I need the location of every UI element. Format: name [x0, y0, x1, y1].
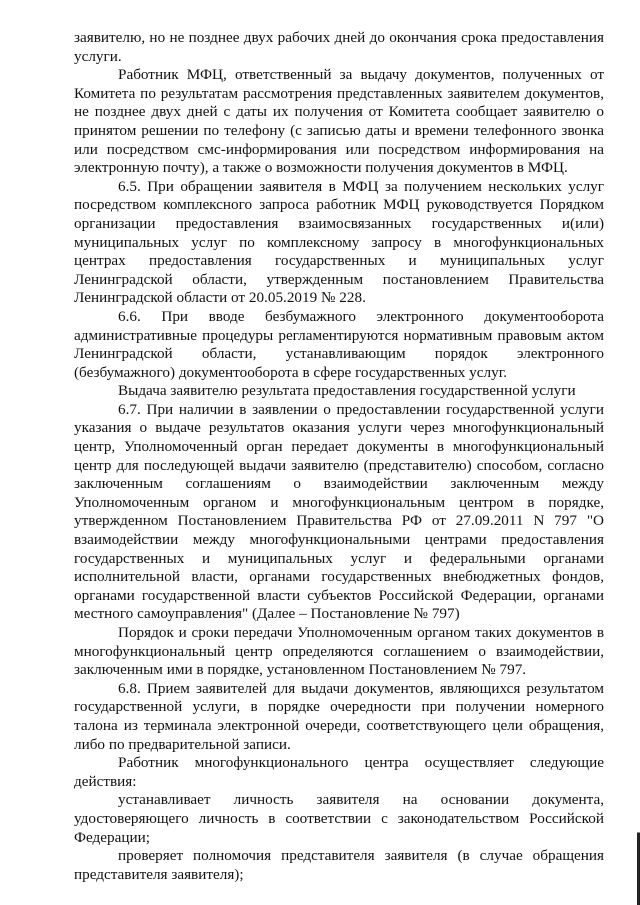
paragraph-6-7-issuance-through-mfc: 6.7. При наличии в заявлении о предоставлении государственной услуги указания о выдаче результатов оказания услуги через многофункциональный центр, Уполномоченный орган передает документы в многофункциональный центр для последующей выдачи заявителю (представителю) способом, согласно заключенным соглашениям о взаимодействии заключенным между Уполномоченным органом и многофункциональным центром в порядке, утвержденном Постановлением Правительства РФ от 27.09.2011 N 797 "О взаимодействии между многофункциональными центрами предоставления государственных и муниципальных услуг и федеральными органами исполнительной власти, органами государственных внебюджетных фондов, органами государственной власти субъектов Российской Федерации, органами местного самоуправления" (Далее – Постановление № 797) — [74, 400, 604, 623]
paragraph-worker-actions: Работник многофункционального центра осуществляет следующие действия: — [74, 754, 604, 790]
paragraph-identity-check: устанавливает личность заявителя на основании документа, удостоверяющего личность в соответствии с законодательством Российской Федерации; — [74, 791, 604, 846]
paragraph-6-5-complex-request: 6.5. При обращении заявителя в МФЦ за получением нескольких услуг посредством комплексного запроса работник МФЦ руководствуется Порядком организации предоставления взаимосвязанных государственных и(или) муниципальных услуг по комплексному запросу в многофункциональных центрах предоставления государственных и муниципальных услуг Ленинградской области, утвержденным постановлением Правительства Ленинградской области от 20.05.2019 № 228. — [74, 177, 604, 307]
paragraph-6-6-paperless-workflow: 6.6. При вводе безбумажного электронного документооборота административные процедуры регламентируются нормативным правовым актом Ленинградской области, устанавливающим порядок электронного (безбумажного) документооборота в сфере государственных услуг. — [74, 307, 604, 381]
document-body — [74, 29, 604, 884]
section-heading-issuance: Выдача заявителю результата предоставления государственной услуги — [118, 382, 576, 400]
paragraph-mfc-worker-notification: Работник МФЦ, ответственный за выдачу документов, полученных от Комитета по результатам рассмотрения представленных заявителем документов, не позднее двух дней с даты их получения от Комитета сообщает заявителю о принятом решении по телефону (с записью даты и времени телефонного звонка или посредством смс-информирования или посредством информирования на электронную почту), а также о возможности получения документов в МФЦ. — [74, 66, 604, 177]
paragraph-6-8-reception: 6.8. Прием заявителей для выдачи документов, являющихся результатом государственной услуги, в порядке очередности при получении номерного талона из терминала электронной очереди, соответствующего цели обращения, либо по предварительной записи. — [74, 679, 604, 753]
paragraph-transfer-procedure: Порядок и сроки передачи Уполномоченным органом таких документов в многофункциональный центр определяются соглашением о взаимодействии, заключенным ими в порядке, установленном Постановлением № 797. — [74, 624, 604, 679]
paragraph-continuation: заявителю, но не позднее двух рабочих дней до окончания срока предоставления услуги. — [74, 29, 604, 65]
paragraph-authority-check: проверяет полномочия представителя заявителя (в случае обращения представителя заявителя); — [74, 847, 604, 883]
